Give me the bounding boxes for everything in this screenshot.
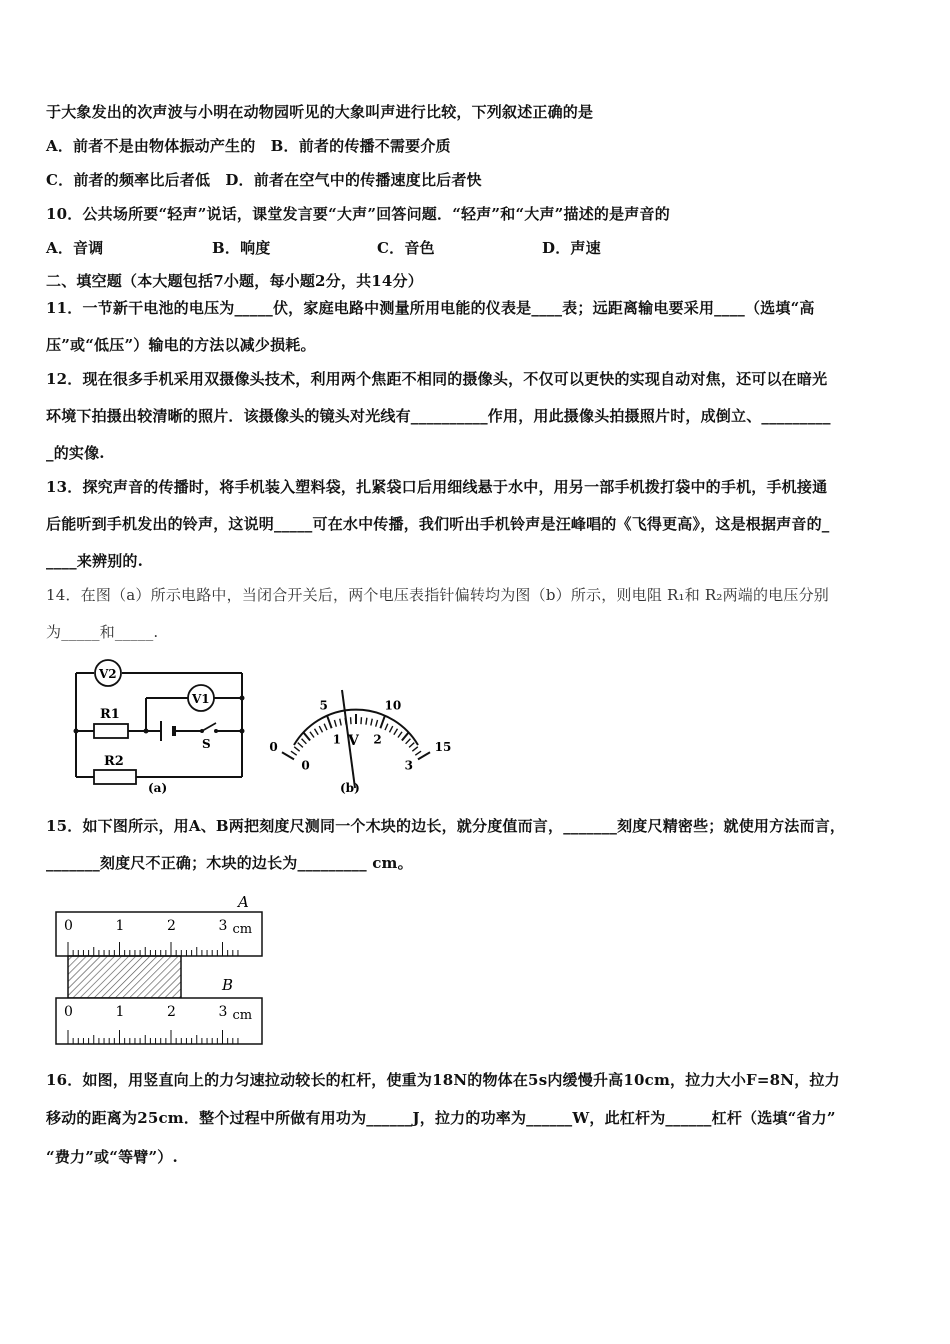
- q15-line-1: 15．如下图所示，用A、B两把刻度尺测同一个木块的边长，就分度值而言，_______刻度尺精密些；就使用方法而言，: [46, 817, 846, 835]
- ruler-label: 1: [115, 1004, 125, 1020]
- dial-tick: [291, 751, 297, 755]
- dial-outer-label: 10: [384, 698, 402, 713]
- dial-tick: [415, 751, 421, 755]
- q14-line-1: 14．在图（a）所示电路中，当闭合开关后，两个电压表指针偏转均为图（b）所示，则电阻 R₁和 R₂两端的电压分别: [46, 586, 829, 604]
- dial-tick: [366, 718, 367, 725]
- ruler-b: [56, 998, 262, 1044]
- voltmeter-dial-b: [264, 670, 452, 800]
- q16-line-1: 16．如图，用竖直向上的力匀速拉动较长的杠杆，使重为18N的物体在5s内缓慢升高10cm，拉力大小F=8N，拉力: [46, 1071, 840, 1089]
- dial-tick: [319, 726, 322, 732]
- dial-inner-label: 2: [373, 732, 382, 747]
- dial-tick: [340, 719, 341, 726]
- dial-tick: [409, 743, 414, 748]
- dial-tick: [389, 726, 392, 732]
- dial-tick: [304, 733, 310, 741]
- dial-tick: [394, 729, 398, 735]
- ruler-label: 3: [218, 918, 228, 934]
- section-heading-fill-in: 二、填空题（本大题包括7小题，每小题2分，共14分）: [46, 272, 423, 290]
- dial-outer-label: 5: [319, 698, 328, 713]
- q16-line-3: “费力”或“等臂”）.: [46, 1148, 178, 1166]
- ruler-label: 3: [218, 1004, 228, 1020]
- resistor-r1-label: R1: [100, 707, 120, 722]
- q10-option-c: C．音色: [377, 239, 435, 257]
- ruler-label: 0: [64, 1004, 73, 1020]
- ruler-b-name: B: [222, 976, 234, 994]
- dial-tick: [402, 733, 408, 741]
- circuit-diagram-a: [66, 655, 251, 800]
- dial-tick: [398, 732, 402, 738]
- meter-v1-label: V1: [192, 692, 210, 706]
- dial-tick: [371, 719, 372, 726]
- q9-options-ab: A．前者不是由物体振动产生的 B．前者的传播不需要介质: [46, 137, 451, 155]
- dial-tick: [324, 724, 327, 730]
- q10-option-a: A．音调: [46, 239, 104, 257]
- q16-line-2: 移动的距离为25cm．整个过程中所做有用功为______J，拉力的功率为______W，此杠杆为______杠杆（选填“省力”: [46, 1109, 836, 1127]
- q12-line-1: 12．现在很多手机采用双摄像头技术，利用两个焦距不相同的摄像头，不仅可以更快的实现自动对焦，还可以在暗光: [46, 370, 828, 388]
- dial-tick: [380, 715, 385, 728]
- dial-inner-label: 1: [332, 732, 342, 747]
- ruler-unit: cm: [232, 1008, 253, 1023]
- q13-line-2: 后能听到手机发出的铃声，这说明_____可在水中传播，我们听出手机铃声是汪峰唱的《飞得更高》，这是根据声音的_: [46, 515, 830, 533]
- dial-outer-label: 0: [269, 740, 278, 755]
- dial-tick: [418, 752, 430, 759]
- ruler-label: 1: [115, 918, 125, 934]
- q15-line-2: _______刻度尺不正确；木块的边长为_________ cm。: [46, 854, 413, 872]
- ruler-a-name: A: [238, 893, 249, 911]
- q9-options-cd: C．前者的频率比后者低 D．前者在空气中的传播速度比后者快: [46, 171, 482, 189]
- dial-tick: [294, 747, 299, 751]
- q13-line-3: ____来辨别的.: [46, 552, 144, 570]
- wood-block: [68, 956, 181, 998]
- q12-line-3: _的实像.: [46, 444, 105, 462]
- ruler-unit: cm: [232, 922, 253, 937]
- q10-option-d: D．声速: [542, 239, 601, 257]
- ruler-label: 0: [64, 918, 73, 934]
- dial-tick: [302, 739, 307, 744]
- q12-line-2: 环境下拍摄出较清晰的照片．该摄像头的镜头对光线有__________作用，用此摄像头拍摄照片时，成倒立、_________: [46, 407, 831, 425]
- dial-inner-label: 0: [301, 758, 310, 773]
- q13-line-1: 13．探究声音的传播时，将手机装入塑料袋，扎紧袋口后用细线悬于水中，用另一部手机拨打袋中的手机，手机接通: [46, 478, 828, 496]
- dial-tick: [385, 724, 388, 730]
- dial-tick: [334, 720, 336, 727]
- q14-line-2: 为_____和_____.: [46, 623, 159, 641]
- q10-stem: 10．公共场所要“轻声”说话，课堂发言要“大声”回答问题．“轻声”和“大声”描述的是声音的: [46, 205, 670, 223]
- dial-tick: [282, 752, 294, 759]
- dial-tick: [412, 747, 417, 751]
- meter-v2-label: V2: [99, 667, 117, 681]
- q10-option-b: B．响度: [212, 239, 271, 257]
- q9-intro: 于大象发出的次声波与小明在动物园听见的大象叫声进行比较，下列叙述正确的是: [46, 103, 594, 121]
- q11-line-1: 11．一节新干电池的电压为_____伏，家庭电路中测量所用电能的仪表是____表；远距离输电要采用____（选填“高: [46, 299, 815, 317]
- figure-b-caption: (b): [340, 781, 360, 795]
- ruler-label: 2: [167, 918, 176, 934]
- figure-a-caption: (a): [148, 781, 168, 795]
- dial-unit-label: V: [348, 733, 359, 749]
- q11-line-2: 压”或“低压”）输电的方法以减少损耗。: [46, 336, 316, 354]
- ruler-a: [56, 912, 262, 956]
- ruler-label: 2: [167, 1004, 176, 1020]
- dial-tick: [376, 720, 378, 727]
- rulers-figure: [54, 889, 268, 1047]
- resistor-r2-label: R2: [104, 754, 124, 769]
- dial-inner-label: 3: [404, 758, 414, 773]
- dial-tick: [298, 743, 303, 748]
- dial-tick: [406, 739, 411, 744]
- switch-s-label: S: [202, 737, 211, 751]
- dial-tick: [315, 729, 319, 735]
- dial-tick: [310, 732, 314, 738]
- dial-tick: [327, 715, 332, 728]
- dial-outer-label: 15: [434, 740, 452, 755]
